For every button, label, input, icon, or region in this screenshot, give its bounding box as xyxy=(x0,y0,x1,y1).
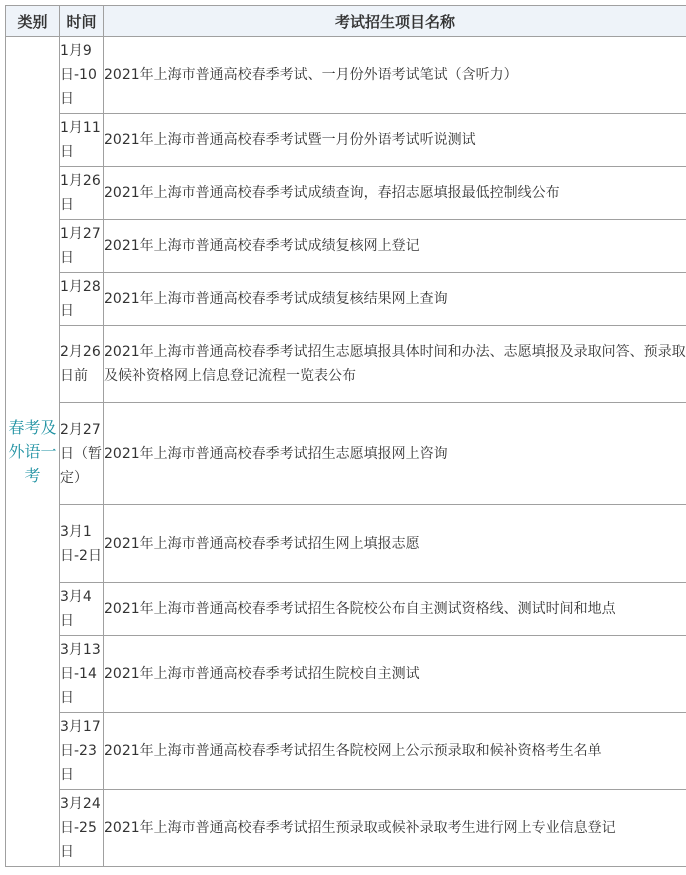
header-time: 时间 xyxy=(60,6,104,37)
project-name-cell: 2021年上海市普通高校春季考试、一月份外语考试笔试（含听力） xyxy=(104,37,686,114)
project-name-cell: 2021年上海市普通高校春季考试招生志愿填报网上咨询 xyxy=(104,403,686,505)
table-row xyxy=(6,220,686,273)
time-cell: 1月9日-10日 xyxy=(60,37,104,114)
time-cell: 2月27日（暂定） xyxy=(60,403,104,505)
project-name-cell: 2021年上海市普通高校春季考试招生志愿填报具体时间和办法、志愿填报及录取问答、预录取及候补资格网上信息登记流程一览表公布 xyxy=(104,326,686,403)
project-name-cell: 2021年上海市普通高校春季考试招生院校自主测试 xyxy=(104,636,686,713)
table-row xyxy=(6,583,686,636)
time-cell: 3月13日-14日 xyxy=(60,636,104,713)
time-cell: 3月4日 xyxy=(60,583,104,636)
project-name-cell: 2021年上海市普通高校春季考试招生预录取或候补录取考生进行网上专业信息登记 xyxy=(104,790,686,867)
time-cell: 1月26日 xyxy=(60,167,104,220)
header-name: 考试招生项目名称 xyxy=(104,6,686,37)
time-cell: 3月1日-2日 xyxy=(60,505,104,583)
table-row xyxy=(6,713,686,790)
project-name-cell: 2021年上海市普通高校春季考试成绩复核网上登记 xyxy=(104,220,686,273)
time-cell: 1月28日 xyxy=(60,273,104,326)
table-row xyxy=(6,505,686,583)
table-row xyxy=(6,326,686,403)
table-row xyxy=(6,167,686,220)
project-name-cell: 2021年上海市普通高校春季考试成绩复核结果网上查询 xyxy=(104,273,686,326)
category-cell: 春考及外语一考 xyxy=(6,37,60,867)
time-cell: 1月11日 xyxy=(60,114,104,167)
table-row xyxy=(6,403,686,505)
project-name-cell: 2021年上海市普通高校春季考试成绩查询，春招志愿填报最低控制线公布 xyxy=(104,167,686,220)
project-name-cell: 2021年上海市普通高校春季考试招生各院校公布自主测试资格线、测试时间和地点 xyxy=(104,583,686,636)
project-name-cell: 2021年上海市普通高校春季考试招生网上填报志愿 xyxy=(104,505,686,583)
header-category: 类别 xyxy=(6,6,60,37)
table-row xyxy=(6,273,686,326)
project-name-cell: 2021年上海市普通高校春季考试暨一月份外语考试听说测试 xyxy=(104,114,686,167)
time-cell: 3月24日-25日 xyxy=(60,790,104,867)
project-name-cell: 2021年上海市普通高校春季考试招生各院校网上公示预录取和候补资格考生名单 xyxy=(104,713,686,790)
table-row xyxy=(6,636,686,713)
exam-schedule-table xyxy=(5,5,686,867)
time-cell: 2月26日前 xyxy=(60,326,104,403)
header-row xyxy=(6,6,686,37)
table-row xyxy=(6,37,686,114)
time-cell: 1月27日 xyxy=(60,220,104,273)
time-cell: 3月17日-23日 xyxy=(60,713,104,790)
table-row xyxy=(6,790,686,867)
table-row xyxy=(6,114,686,167)
